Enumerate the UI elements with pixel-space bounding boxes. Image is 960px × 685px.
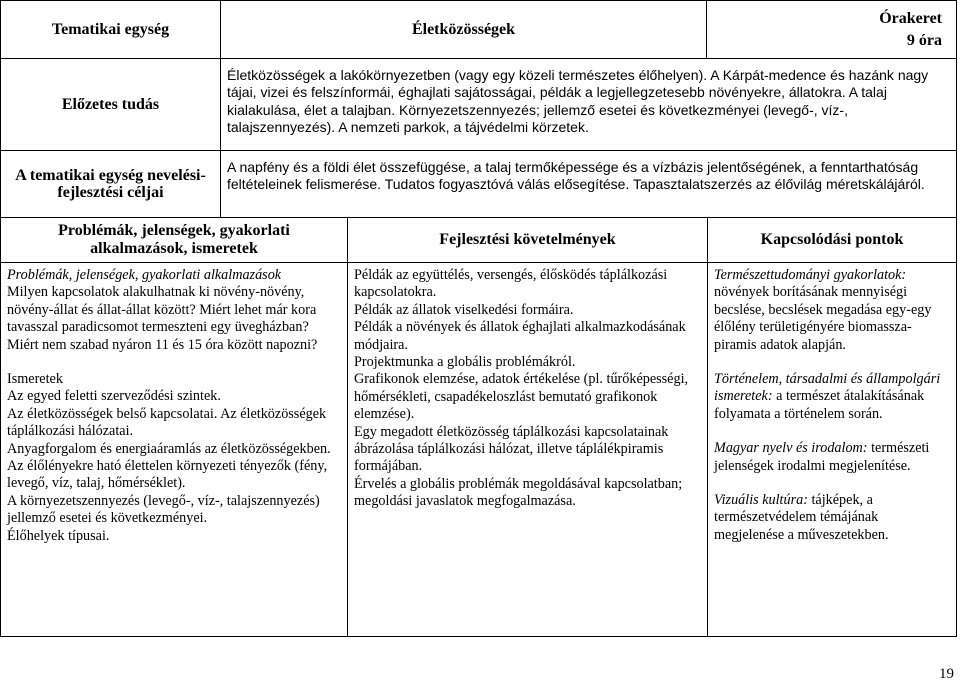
connection-subject: Természettudományi gyakorlatok: xyxy=(714,267,907,283)
connection-item xyxy=(714,371,950,423)
prior-knowledge-text: Életközösségek a lakókörnyezetben (vagy egy közeli természetes élőhelyen). A Kárpát-medence és hazánk nagy tájai, vizei és felszínformái, éghajlati sajátosságai, példák a legjellegzetesebb növényekre, állatokra. A talaj kialakulása, élet a talajban. Környezetszennyezés; jellemző esetei és következményei (levegő-, víz-, talajszennyezés). A nemzeti parkok, a tájvédelmi körzetek. xyxy=(221,59,957,151)
problems-cell xyxy=(1,263,348,637)
knowledge-item: Anyagforgalom és energiaáramlás az életközösségekben. xyxy=(7,440,331,457)
knowledge-item: Az életközösségek belső kapcsolatai. Az életközösségek táplálkozási hálózatai. xyxy=(7,405,327,440)
page-number: 19 xyxy=(939,666,954,682)
connection-text: tájképek, a természetvédelem témájának megjelenése a műveszetekben. xyxy=(714,492,889,543)
connection-subject: Történelem, társadalmi és állampolgári ismeretek: xyxy=(714,371,941,405)
requirements-cell xyxy=(348,263,708,637)
knowledge-item: Az élőlényekre ható élettelen környezeti tényezők (fény, levegő, víz, talaj, hőmérséklet). xyxy=(7,458,328,492)
problems-heading: Problémák, jelenségek, gyakorlati alkalmazások xyxy=(7,267,282,283)
problems-text: Milyen kapcsolatok alakulhatnak ki növény-növény, növény-állat és állat-állat között? Miért lehet már kora tavasszal paradicsomot termeszteni egy üvegházban? Miért nem szabad nyáron 11 és 15 óra között napozni? xyxy=(7,284,318,353)
requirement-item: Példák az együttélés, versengés, élősködés táplálkozási kapcsolatokra. xyxy=(354,267,668,301)
thematic-unit-header xyxy=(221,1,957,59)
connection-item xyxy=(714,440,950,475)
connection-item xyxy=(714,492,950,544)
goals-text: A napfény és a földi élet összefüggése, a talaj termőképessége és a vízbázis jelentőségének, a fenntarthatóság feltételeinek felismerése. Tudatos fogyasztóvá válás elősegítése. Tapasztalatszerzés az élővilág méretskálájáról. xyxy=(221,151,957,218)
col-header-connections: Kapcsolódási pontok xyxy=(708,218,957,263)
connection-text: a természet átalakításának folyamata a történelem során. xyxy=(714,388,925,422)
connection-text: növények borításának mennyiségi becslése, becslések megadása egy-egy élőlény területigényére biomassza-piramis adatok alapján. xyxy=(714,284,932,353)
requirement-item: Egy megadott életközösség táplálkozási kapcsolatainak ábrázolása táplálkozási hálózat, illetve táplálékpiramis formájában. xyxy=(354,423,669,475)
knowledge-item: A környezetszennyezés (levegő-, víz-, talajszennyezés) jellemző esetei és következményei. xyxy=(7,492,320,527)
col-header-requirements: Fejlesztési követelmények xyxy=(348,218,708,263)
goals-label: A tematikai egység nevelési-fejlesztési céljai xyxy=(1,151,221,218)
knowledge-item: Az egyed feletti szerveződési szintek. xyxy=(7,388,221,405)
prior-knowledge-label: Előzetes tudás xyxy=(1,59,221,151)
thematic-unit-title: Életközösségek xyxy=(411,20,516,38)
requirement-item: Példák az állatok viselkedési formáira. xyxy=(354,301,574,318)
connection-text: természeti jelenségek irodalmi megjelenítése. xyxy=(714,440,930,474)
requirement-item: Érvelés a globális problémák megoldásával kapcsolatban; megoldási javaslatok megfogalmazása. xyxy=(354,475,683,510)
requirement-item: Példák a növények és állatok éghajlati alkalmazkodásának módjaira. xyxy=(354,319,686,353)
hours-label: Órakeret xyxy=(879,10,943,28)
knowledge-heading: Ismeretek xyxy=(7,371,63,388)
requirement-item: Projektmunka a globális problémákról. xyxy=(354,354,576,371)
connection-subject: Vizuális kultúra: xyxy=(714,492,808,509)
hours-value: 9 óra xyxy=(906,31,943,49)
connection-subject: Magyar nyelv és irodalom: xyxy=(714,440,868,457)
connections-cell xyxy=(708,263,957,637)
col-header-problems: Problémák, jelenségek, gyakorlati alkalmazások, ismeretek xyxy=(1,218,348,263)
thematic-unit-label: Tematikai egység xyxy=(1,1,221,59)
knowledge-item: Élőhelyek típusai. xyxy=(7,527,110,544)
requirement-item: Grafikonok elemzése, adatok értékelése (pl. tűrőképességi, hőmérsékleti, csapadékeloszlást bemutató grafikonok elemzése). xyxy=(354,371,689,423)
connection-item xyxy=(714,267,950,354)
